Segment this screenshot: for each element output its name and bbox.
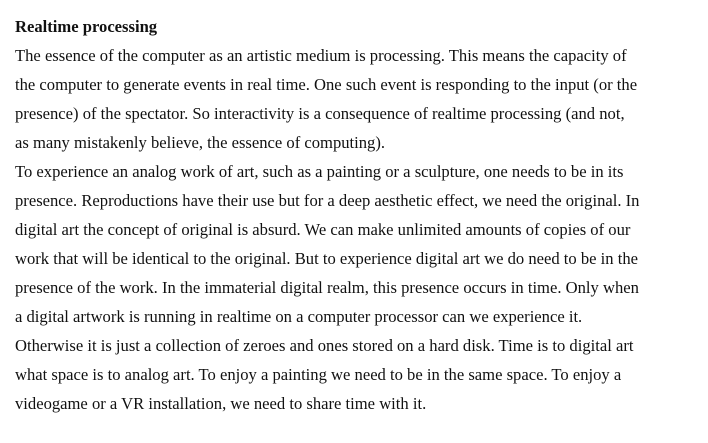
paragraph-line: the computer to generate events in real time. One such event is responding to the input (or the [15, 75, 638, 94]
paragraph-line: videogame or a VR installation, we need to share time with it. [15, 394, 427, 413]
document-body [15, 12, 705, 418]
paragraph-line: To experience an analog work of art, such as a painting or a sculpture, one needs to be in its [15, 162, 624, 181]
paragraph-line: work that will be identical to the original. But to experience digital art we do need to be in the [15, 249, 639, 268]
paragraph-1 [15, 41, 705, 157]
paragraph-2 [15, 157, 705, 418]
paragraph-line: Otherwise it is just a collection of zeroes and ones stored on a hard disk. Time is to digital art [15, 336, 634, 355]
paragraph-line: The essence of the computer as an artistic medium is processing. This means the capacity of [15, 46, 627, 65]
paragraph-line: presence. Reproductions have their use but for a deep aesthetic effect, we need the original. In [15, 191, 640, 210]
paragraph-line: presence of the work. In the immaterial digital realm, this presence occurs in time. Only when [15, 278, 639, 297]
paragraph-line: as many mistakenly believe, the essence of computing). [15, 133, 386, 152]
paragraph-line: digital art the concept of original is absurd. We can make unlimited amounts of copies of our [15, 220, 631, 239]
paragraph-line: presence) of the spectator. So interactivity is a consequence of realtime processing (and not, [15, 104, 625, 123]
section-heading: Realtime processing [15, 17, 158, 36]
paragraph-line: a digital artwork is running in realtime on a computer processor can we experience it. [15, 307, 583, 326]
paragraph-line: what space is to analog art. To enjoy a painting we need to be in the same space. To enjoy a [15, 365, 622, 384]
